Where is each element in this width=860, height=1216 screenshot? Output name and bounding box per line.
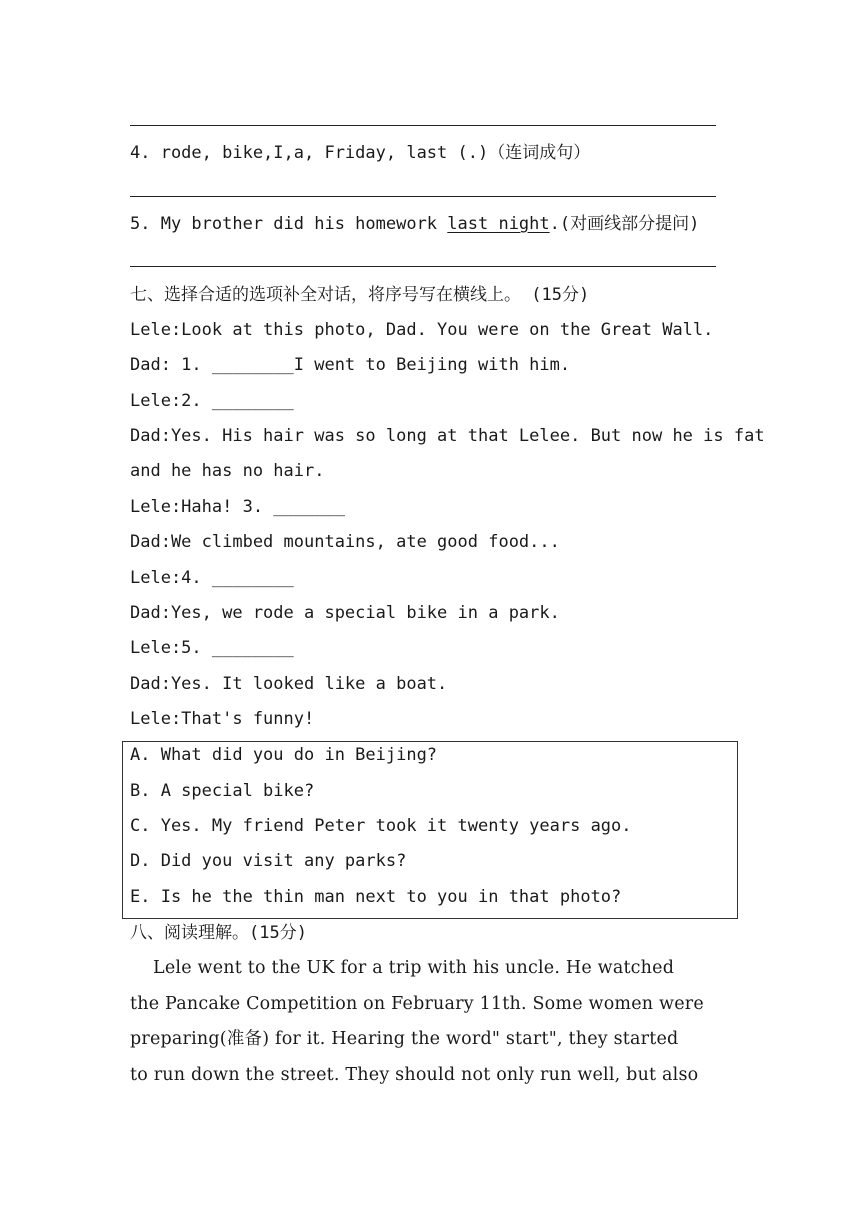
passage-line: the Pancake Competition on February 11th. Some women were xyxy=(130,994,704,1014)
question-5-text: 5. My brother did his homework xyxy=(130,214,448,234)
dialogue-line: Dad:Yes. It looked like a boat. xyxy=(130,674,448,694)
dialogue-line: Dad: 1. ________I went to Beijing with him. xyxy=(130,355,571,375)
passage-line: to run down the street. They should not only run well, but also xyxy=(130,1065,699,1085)
underlined-phrase: last night xyxy=(447,214,550,234)
question-4: 4. rode, bike,I,a, Friday, last (.)（连词成句） xyxy=(130,143,591,163)
answer-line-5 xyxy=(130,266,716,267)
dialogue-line: Lele:4. ________ xyxy=(130,568,294,588)
dialogue-line: Lele:That's funny! xyxy=(130,709,315,729)
dialogue-line: Lele:Look at this photo, Dad. You were on the Great Wall. xyxy=(130,320,714,340)
question-5-instruction: .(对画线部分提问) xyxy=(549,214,700,234)
passage-line: preparing(准备) for it. Hearing the word" start", they started xyxy=(130,1029,679,1049)
section-8-heading: 八、阅读理解。(15分) xyxy=(130,923,307,943)
section-7-heading: 七、选择合适的选项补全对话，将序号写在横线上。 (15分) xyxy=(130,285,590,305)
dialogue-line: Lele:2. ________ xyxy=(130,391,294,411)
answer-line-3 xyxy=(130,125,716,126)
option-b: B. A special bike? xyxy=(130,781,315,801)
question-5 xyxy=(130,213,699,235)
dialogue-line: Lele:5. ________ xyxy=(130,638,294,658)
dialogue-line: and he has no hair. xyxy=(130,461,325,481)
passage-line: Lele went to the UK for a trip with his uncle. He watched xyxy=(130,958,675,978)
option-d: D. Did you visit any parks? xyxy=(130,851,407,871)
option-e: E. Is he the thin man next to you in that photo? xyxy=(130,887,622,907)
dialogue-line: Dad:Yes. His hair was so long at that Lelee. But now he is fat xyxy=(130,426,765,446)
dialogue-line: Dad:We climbed mountains, ate good food... xyxy=(130,532,560,552)
option-a: A. What did you do in Beijing? xyxy=(130,745,438,765)
option-c: C. Yes. My friend Peter took it twenty years ago. xyxy=(130,816,632,836)
dialogue-line: Lele:Haha! 3. _______ xyxy=(130,497,345,517)
answer-line-4 xyxy=(130,196,716,197)
dialogue-line: Dad:Yes, we rode a special bike in a park. xyxy=(130,603,560,623)
